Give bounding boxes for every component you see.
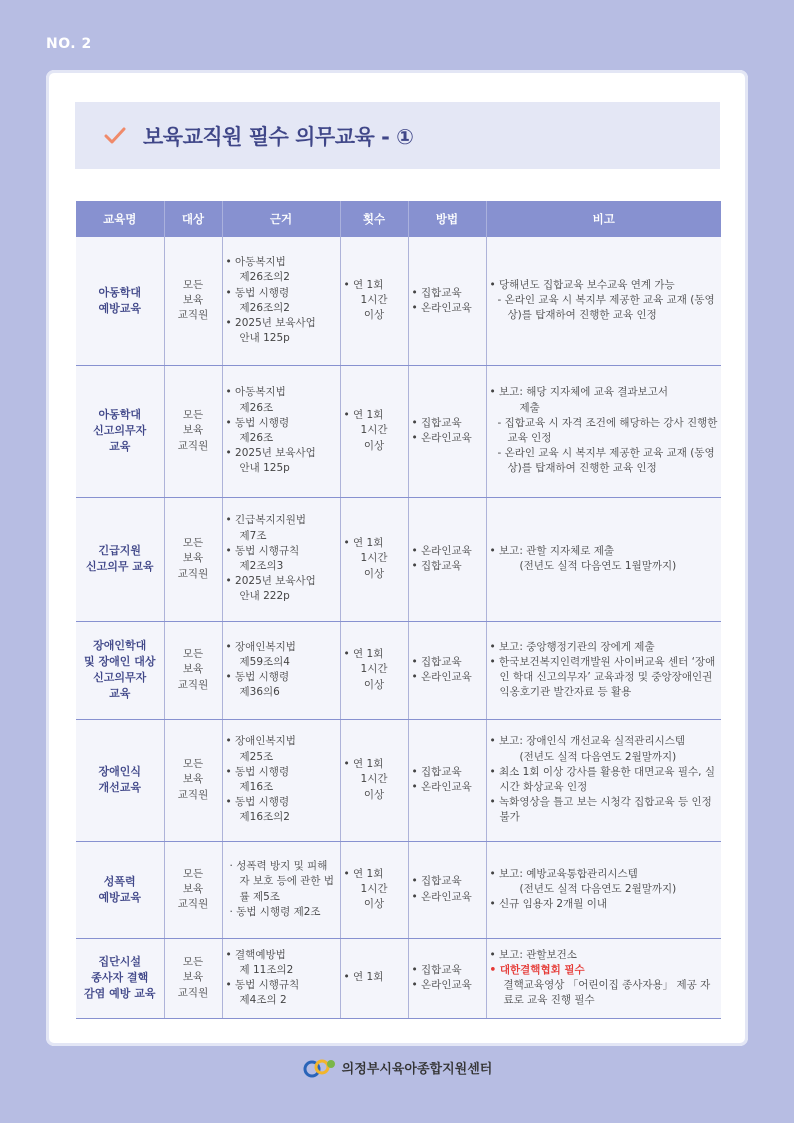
note-cell xyxy=(486,621,721,719)
target-line: 교직원 xyxy=(177,788,209,801)
table-row xyxy=(76,237,721,365)
count-cell xyxy=(340,365,408,497)
method-cell xyxy=(408,719,486,841)
basis-line: • 결핵예방법 xyxy=(226,948,337,963)
method-line: • 온라인교육 xyxy=(412,670,483,685)
note-line: • 보고: 해당 지자체에 교육 결과보고서 xyxy=(490,385,719,400)
target-cell xyxy=(164,621,222,719)
target-line: 모든 xyxy=(182,758,204,771)
count-cell xyxy=(340,497,408,621)
method-cell xyxy=(408,237,486,365)
basis-line: • 2025년 보육사업 xyxy=(226,446,337,461)
basis-line: 제26조 xyxy=(239,432,274,444)
page-title: 보육교직원 필수 의무교육 - ① xyxy=(143,124,414,149)
footer xyxy=(0,1052,794,1082)
count-cell xyxy=(340,938,408,1018)
education-name-line: 교육 xyxy=(109,439,131,453)
basis-line: • 긴급복지지원법 xyxy=(226,513,337,528)
count-line: • 연 1회 xyxy=(344,647,405,662)
count-line: 1시간 xyxy=(360,773,388,786)
basis-line: • 동법 시행령 xyxy=(226,765,337,780)
education-name-line: 예방교육 xyxy=(98,890,141,904)
method-cell xyxy=(408,621,486,719)
count-line: • 연 1회 xyxy=(344,970,405,985)
education-name-line: 아동학대 xyxy=(98,285,141,299)
basis-cell xyxy=(222,841,340,938)
count-line: 1시간 xyxy=(360,882,388,895)
basis-line: • 아동복지법 xyxy=(226,255,337,270)
table-row xyxy=(76,841,721,938)
education-name-line: 집단시설 xyxy=(98,955,141,969)
method-cell xyxy=(408,841,486,938)
method-line: • 온라인교육 xyxy=(412,431,483,446)
basis-line: 제4조의 2 xyxy=(239,994,287,1007)
count-line: 이상 xyxy=(363,898,385,911)
education-name-cell xyxy=(76,938,164,1018)
note-line: • 보고: 중앙행정기관의 장에게 제출 xyxy=(490,640,719,655)
target-line: 모든 xyxy=(182,956,204,969)
footer-org-name: 의정부시육아종합지원센터 xyxy=(341,1061,493,1077)
basis-line: • 동법 시행령 xyxy=(226,286,337,301)
note-line: - 온라인 교육 시 복지부 제공한 교육 교재 (동영상)를 탑재하여 진행한 교육 인정 xyxy=(490,446,719,476)
education-name-line: 장애인학대 xyxy=(93,639,147,653)
basis-line: • 동법 시행령 xyxy=(226,670,337,685)
basis-cell xyxy=(222,497,340,621)
count-line: 1시간 xyxy=(360,552,388,565)
basis-line: • 장애인복지법 xyxy=(226,640,337,655)
education-name-cell xyxy=(76,841,164,938)
count-line: • 연 1회 xyxy=(344,867,405,882)
target-line: 모든 xyxy=(182,867,204,880)
basis-line: 제59조의4 xyxy=(239,655,290,668)
check-icon xyxy=(103,124,127,148)
method-line: • 집합교육 xyxy=(412,874,483,889)
basis-line: 안내 125p xyxy=(239,462,290,475)
method-cell xyxy=(408,365,486,497)
basis-line: 제16조 xyxy=(239,781,274,793)
note-line: • 보고: 관할 지자체로 제출 xyxy=(490,544,719,559)
note-line: • 당해년도 집합교육 보수교육 연계 가능 xyxy=(490,278,719,293)
method-cell xyxy=(408,497,486,621)
basis-line: 제16조의2 xyxy=(239,811,290,824)
method-line: • 온라인교육 xyxy=(412,544,483,559)
target-line: 보육 xyxy=(182,424,204,437)
target-line: 모든 xyxy=(182,409,204,422)
table-header-row xyxy=(76,201,721,237)
count-cell xyxy=(340,621,408,719)
note-line: • 한국보건복지인력개발원 사이버교육 센터 ‘장애인 학대 신고의무자’ 교육과정 및 중앙장애인권익옹호기관 발간자료 등 활용 xyxy=(490,655,719,701)
target-cell xyxy=(164,237,222,365)
count-line: 이상 xyxy=(363,439,385,452)
method-line: • 집합교육 xyxy=(412,416,483,431)
count-line: 이상 xyxy=(363,309,385,322)
method-line: • 집합교육 xyxy=(412,559,483,574)
method-cell xyxy=(408,938,486,1018)
target-cell xyxy=(164,841,222,938)
basis-cell xyxy=(222,365,340,497)
note-cell xyxy=(486,365,721,497)
note-cell xyxy=(486,719,721,841)
education-name-line: 신고의무자 xyxy=(93,671,147,684)
note-line: • 녹화영상을 틀고 보는 시청각 집합교육 등 인정 불가 xyxy=(490,795,719,825)
target-line: 교직원 xyxy=(177,439,209,452)
basis-line: · 동법 시행령 제2조 xyxy=(226,905,337,920)
note-line: (전년도 실적 다음연도 1월말까지) xyxy=(519,560,677,572)
education-name-cell xyxy=(76,365,164,497)
method-line: • 집합교육 xyxy=(412,655,483,670)
table-row xyxy=(76,497,721,621)
basis-line: • 2025년 보육사업 xyxy=(226,316,337,331)
note-line: (전년도 실적 다음연도 2월말까지) xyxy=(519,750,677,763)
count-line: 이상 xyxy=(363,678,385,691)
target-line: 보육 xyxy=(182,882,204,895)
education-name-line: 긴급지원 xyxy=(98,544,141,558)
header-note: 비고 xyxy=(486,201,721,237)
title-bar xyxy=(75,102,720,169)
basis-line: • 동법 시행규칙 xyxy=(226,544,337,559)
note-cell xyxy=(486,237,721,365)
note-cell xyxy=(486,938,721,1018)
basis-line: 제26조의2 xyxy=(239,301,290,314)
basis-cell xyxy=(222,719,340,841)
basis-line: 제2조의3 xyxy=(239,560,284,572)
count-line: 이상 xyxy=(363,567,385,580)
education-name-line: 및 장애인 대상 xyxy=(84,655,156,669)
table-row xyxy=(76,938,721,1018)
count-line: 1시간 xyxy=(360,663,388,676)
note-line: • 대한결핵협회 필수 xyxy=(490,963,719,978)
education-name-line: 성폭력 xyxy=(103,874,136,888)
education-name-line: 감염 예방 교육 xyxy=(84,986,156,1000)
count-cell xyxy=(340,719,408,841)
education-table xyxy=(76,201,721,1019)
basis-line: • 아동복지법 xyxy=(226,385,337,400)
education-name-line: 신고의무 교육 xyxy=(85,560,154,573)
education-name-cell xyxy=(76,719,164,841)
target-cell xyxy=(164,497,222,621)
method-line: • 집합교육 xyxy=(412,963,483,978)
note-line: • 신규 임용자 2개월 이내 xyxy=(490,897,719,912)
target-line: 모든 xyxy=(182,537,204,550)
education-name-line: 장애인식 xyxy=(98,765,141,779)
basis-line: 안내 125p xyxy=(239,332,290,345)
note-line: • 최소 1회 이상 강사를 활용한 대면교육 필수, 실시간 화상교육 인정 xyxy=(490,765,719,795)
target-line: 교직원 xyxy=(177,567,209,580)
count-line: 1시간 xyxy=(360,424,388,437)
method-line: • 집합교육 xyxy=(412,765,483,780)
method-line: • 온라인교육 xyxy=(412,301,483,316)
target-cell xyxy=(164,719,222,841)
basis-line: • 장애인복지법 xyxy=(226,734,337,749)
target-line: 보육 xyxy=(182,552,204,565)
basis-line: 제 11조의2 xyxy=(239,963,294,976)
basis-line: · 성폭력 방지 및 피해자 보호 등에 관한 법률 제5조 xyxy=(226,859,337,905)
header-method: 방법 xyxy=(408,201,486,237)
target-line: 교직원 xyxy=(177,309,209,322)
basis-cell xyxy=(222,938,340,1018)
basis-line: • 동법 시행규칙 xyxy=(226,978,337,993)
basis-cell xyxy=(222,237,340,365)
target-line: 모든 xyxy=(182,278,204,291)
target-line: 교직원 xyxy=(177,678,209,691)
education-name-cell xyxy=(76,621,164,719)
basis-line: • 2025년 보육사업 xyxy=(226,574,337,589)
method-line: • 온라인교육 xyxy=(412,890,483,905)
count-line: • 연 1회 xyxy=(344,757,405,772)
count-line: 1시간 xyxy=(360,294,388,307)
basis-line: 제26조 xyxy=(239,401,274,414)
education-name-cell xyxy=(76,497,164,621)
note-cell xyxy=(486,497,721,621)
target-cell xyxy=(164,365,222,497)
education-name-line: 신고의무자 xyxy=(93,424,147,438)
count-cell xyxy=(340,841,408,938)
education-name-line: 교육 xyxy=(109,686,131,700)
table-row xyxy=(76,365,721,497)
table-row xyxy=(76,719,721,841)
target-line: 보육 xyxy=(182,773,204,786)
count-cell xyxy=(340,237,408,365)
basis-line: 제7조 xyxy=(239,529,267,542)
target-line: 모든 xyxy=(182,648,204,661)
education-name-line: 아동학대 xyxy=(98,408,141,422)
count-line: 이상 xyxy=(363,788,385,801)
content-card xyxy=(46,70,748,1046)
target-cell xyxy=(164,938,222,1018)
header-name: 교육명 xyxy=(76,201,164,237)
target-line: 교직원 xyxy=(177,986,209,999)
note-line: • 보고: 예방교육통합관리시스템 xyxy=(490,867,719,882)
count-line: • 연 1회 xyxy=(344,408,405,423)
header-target: 대상 xyxy=(164,201,222,237)
target-line: 교직원 xyxy=(177,898,209,911)
basis-cell xyxy=(222,621,340,719)
education-name-line: 예방교육 xyxy=(98,301,141,315)
education-name-cell xyxy=(76,237,164,365)
note-line: (전년도 실적 다음연도 2월말까지) xyxy=(519,882,677,895)
note-line: • 보고: 관할보건소 xyxy=(490,948,719,963)
basis-line: 안내 222p xyxy=(239,590,290,603)
note-line: 제출 xyxy=(519,401,540,414)
header-basis: 근거 xyxy=(222,201,340,237)
note-cell xyxy=(486,841,721,938)
note-line: - 온라인 교육 시 복지부 제공한 교육 교재 (동영상)를 탑재하여 진행한 교육 인정 xyxy=(490,293,719,323)
basis-line: • 동법 시행령 xyxy=(226,416,337,431)
note-line: • 보고: 장애인식 개선교육 실적관리시스템 xyxy=(490,734,719,749)
page-number: NO. 2 xyxy=(46,36,92,52)
basis-line: 제36의6 xyxy=(239,686,280,699)
target-line: 보육 xyxy=(182,663,204,676)
note-line: - 집합교육 시 자격 조건에 해당하는 강사 진행한 교육 인정 xyxy=(490,416,719,446)
method-line: • 온라인교육 xyxy=(412,978,483,993)
basis-line: 제26조의2 xyxy=(239,271,290,284)
count-line: • 연 1회 xyxy=(344,536,405,551)
header-count: 횟수 xyxy=(340,201,408,237)
education-name-line: 종사자 결핵 xyxy=(91,971,149,985)
table-row xyxy=(76,621,721,719)
center-logo-icon xyxy=(302,1055,338,1079)
target-line: 보육 xyxy=(182,294,204,307)
count-line: • 연 1회 xyxy=(344,278,405,293)
note-line: 결핵교육영상 「어린이집 종사자용」 제공 자료로 교육 진행 필수 xyxy=(503,979,711,1007)
target-line: 보육 xyxy=(182,971,204,984)
education-name-line: 개선교육 xyxy=(98,781,141,794)
method-line: • 온라인교육 xyxy=(412,780,483,795)
basis-line: • 동법 시행령 xyxy=(226,795,337,810)
basis-line: 제25조 xyxy=(239,750,274,763)
method-line: • 집합교육 xyxy=(412,286,483,301)
